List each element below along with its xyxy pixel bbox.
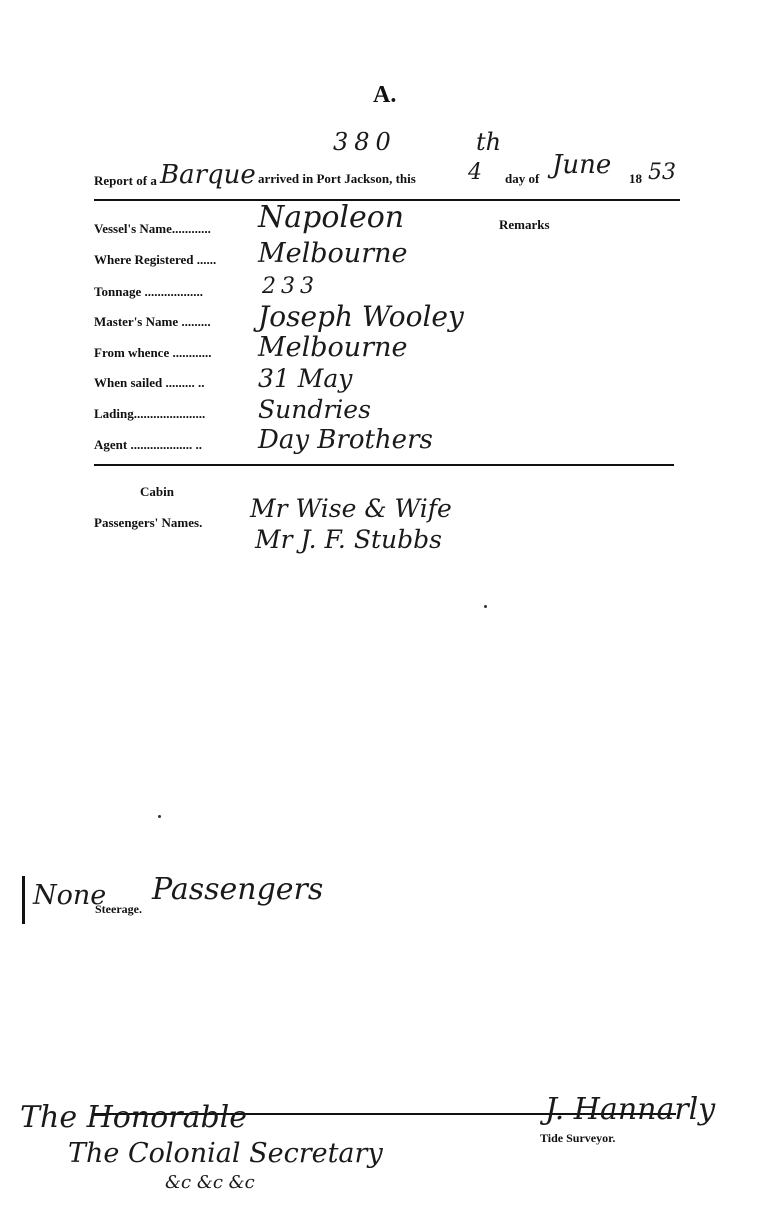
passengers-names-label: Passengers' Names.: [94, 515, 203, 530]
vessel-name-value: Napoleon: [258, 200, 405, 235]
lading-label: Lading......................: [94, 406, 206, 421]
month-value: June: [552, 150, 612, 180]
where-registered-label: Where Registered ......: [94, 252, 217, 267]
agent-label: Agent ................... ..: [94, 437, 202, 452]
tonnage-value: 233: [262, 274, 319, 299]
signature-title: Tide Surveyor.: [540, 1131, 616, 1145]
steerage-suffix: Passengers: [152, 872, 324, 907]
masters-name-label: Master's Name .........: [94, 314, 211, 329]
form-letter: A.: [373, 82, 397, 108]
year-suffix: 53: [648, 160, 676, 185]
vessel-type: Barque: [160, 160, 256, 190]
vessel-name-label: Vessel's Name............: [94, 221, 211, 236]
agent-value: Day Brothers: [258, 425, 433, 455]
from-whence-label: From whence ............: [94, 345, 212, 360]
where-registered-value: Melbourne: [258, 238, 408, 269]
when-sailed-label: When sailed ......... ..: [94, 375, 205, 390]
report-of-label: Report of a: [94, 173, 157, 188]
day-of-label: day of: [505, 171, 540, 186]
steerage-prefix: None: [33, 880, 107, 911]
address-line: The Honorable: [20, 1100, 248, 1135]
masters-name-value: Joseph Wooley: [258, 300, 464, 333]
arrived-label: arrived in Port Jackson, this: [258, 171, 416, 186]
cabin-label: Cabin: [140, 484, 174, 499]
year-prefix: 18: [629, 171, 642, 186]
remarks-label: Remarks: [499, 217, 550, 232]
margin-mark: [22, 876, 25, 924]
tonnage-label: Tonnage ..................: [94, 284, 203, 299]
address-line: &c &c &c: [165, 1172, 255, 1193]
ink-speck: [158, 815, 161, 818]
middle-rule: [94, 464, 674, 466]
steerage-label: Steerage.: [95, 902, 142, 916]
day-value: 4: [468, 160, 482, 185]
report-number: 380: [333, 128, 397, 156]
cabin-passenger: Mr Wise & Wife: [250, 494, 452, 523]
signature: J. Hannarly: [545, 1092, 716, 1127]
day-suffix: th: [476, 128, 502, 156]
ink-speck: [484, 605, 487, 608]
when-sailed-value: 31 May: [258, 364, 353, 393]
cabin-passenger: Mr J. F. Stubbs: [255, 525, 442, 554]
lading-value: Sundries: [258, 395, 371, 424]
from-whence-value: Melbourne: [258, 332, 408, 363]
address-line: The Colonial Secretary: [68, 1138, 383, 1169]
